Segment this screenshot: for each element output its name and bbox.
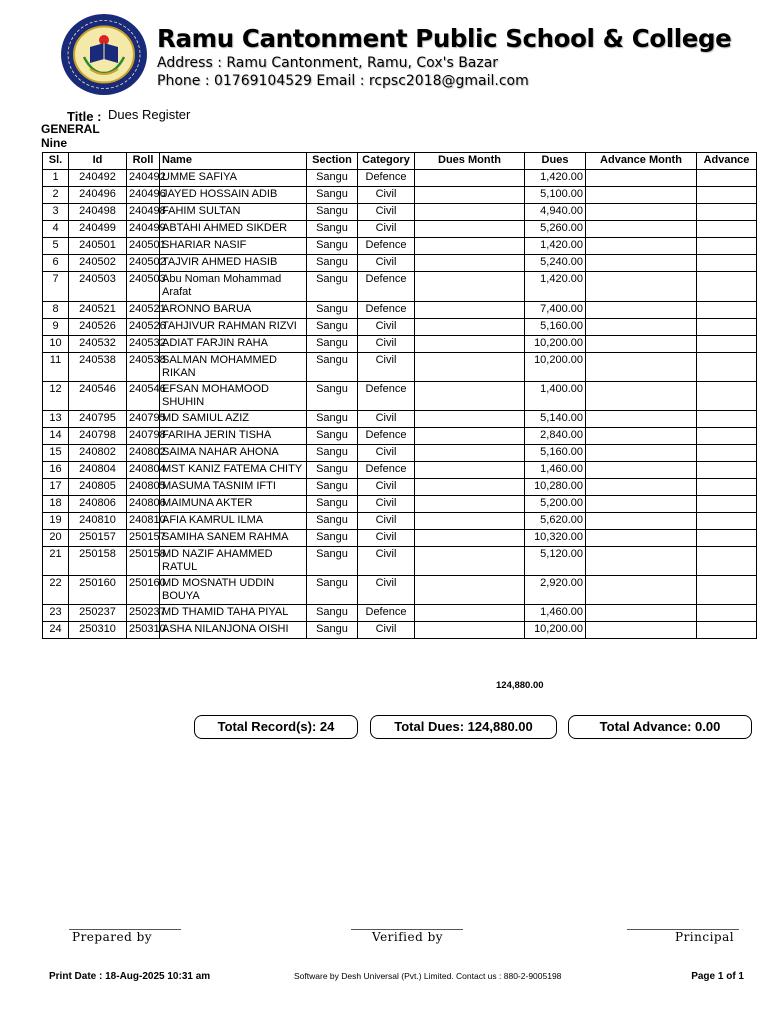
title-label: Title :: [67, 109, 102, 124]
row-id: 240806: [69, 496, 127, 513]
row-category: Civil: [358, 411, 415, 428]
row-section: Sangu: [307, 353, 358, 382]
row-advance: [697, 622, 757, 639]
row-dues: 5,160.00: [525, 445, 586, 462]
row-advance: [697, 411, 757, 428]
row-advance-month: [586, 255, 697, 272]
row-name: FARIHA JERIN TISHA: [160, 428, 307, 445]
table-row: [43, 411, 757, 428]
row-dues: 10,200.00: [525, 353, 586, 382]
row-category: Defence: [358, 302, 415, 319]
row-sl: 24: [43, 622, 69, 639]
row-roll: 250158: [127, 547, 160, 576]
row-name: MAIMUNA AKTER: [160, 496, 307, 513]
row-name: SAMIHA SANEM RAHMA: [160, 530, 307, 547]
table-row: [43, 530, 757, 547]
row-section: Sangu: [307, 204, 358, 221]
school-name: Ramu Cantonment Public School & College: [157, 24, 732, 53]
row-id: 240503: [69, 272, 127, 302]
row-dues-month: [415, 605, 525, 622]
row-dues: 2,920.00: [525, 576, 586, 605]
row-id: 240501: [69, 238, 127, 255]
row-dues-month: [415, 187, 525, 204]
row-category: Civil: [358, 353, 415, 382]
row-sl: 18: [43, 496, 69, 513]
row-roll: 250157: [127, 530, 160, 547]
row-id: 240496: [69, 187, 127, 204]
row-dues-month: [415, 622, 525, 639]
dues-register-table: [42, 152, 757, 639]
row-roll: 240502: [127, 255, 160, 272]
row-sl: 10: [43, 336, 69, 353]
col-section: Section: [307, 153, 358, 170]
row-advance: [697, 530, 757, 547]
row-id: 240532: [69, 336, 127, 353]
row-advance: [697, 170, 757, 187]
software-credit: Software by Desh Universal (Pvt.) Limited. Contact us : 880-2-9005198: [294, 971, 562, 981]
row-section: Sangu: [307, 513, 358, 530]
row-roll: 240521: [127, 302, 160, 319]
row-section: Sangu: [307, 221, 358, 238]
row-sl: 4: [43, 221, 69, 238]
row-category: Civil: [358, 530, 415, 547]
table-row: [43, 547, 757, 576]
row-section: Sangu: [307, 411, 358, 428]
report-title: Dues Register: [108, 107, 191, 122]
row-dues: 5,160.00: [525, 319, 586, 336]
row-section: Sangu: [307, 576, 358, 605]
table-row: [43, 255, 757, 272]
col-dues: Dues: [525, 153, 586, 170]
row-roll: 240804: [127, 462, 160, 479]
row-section: Sangu: [307, 462, 358, 479]
row-advance-month: [586, 382, 697, 411]
col-id: Id: [69, 153, 127, 170]
total-dues-box: Total Dues: 124,880.00: [370, 715, 557, 739]
row-advance: [697, 187, 757, 204]
row-dues: 2,840.00: [525, 428, 586, 445]
row-roll: 240501: [127, 238, 160, 255]
table-row: [43, 462, 757, 479]
row-dues-month: [415, 272, 525, 302]
row-advance-month: [586, 496, 697, 513]
row-section: Sangu: [307, 605, 358, 622]
row-section: Sangu: [307, 255, 358, 272]
row-id: 240499: [69, 221, 127, 238]
row-advance: [697, 479, 757, 496]
table-row: [43, 622, 757, 639]
row-id: 250158: [69, 547, 127, 576]
row-dues-month: [415, 411, 525, 428]
row-advance: [697, 204, 757, 221]
row-dues-month: [415, 382, 525, 411]
row-dues-month: [415, 479, 525, 496]
row-id: 240805: [69, 479, 127, 496]
row-advance: [697, 547, 757, 576]
row-name: UMME SAFIYA: [160, 170, 307, 187]
row-dues-month: [415, 530, 525, 547]
table-row: [43, 353, 757, 382]
dues-column-total: 124,880.00: [496, 680, 544, 691]
row-name: JAYED HOSSAIN ADIB: [160, 187, 307, 204]
row-roll: 240795: [127, 411, 160, 428]
row-advance-month: [586, 272, 697, 302]
row-dues: 10,200.00: [525, 622, 586, 639]
row-dues: 10,200.00: [525, 336, 586, 353]
row-advance: [697, 238, 757, 255]
row-dues-month: [415, 336, 525, 353]
row-section: Sangu: [307, 272, 358, 302]
table-row: [43, 187, 757, 204]
row-name: SALMAN MOHAMMED RIKAN: [160, 353, 307, 382]
row-category: Civil: [358, 479, 415, 496]
row-id: 240802: [69, 445, 127, 462]
row-section: Sangu: [307, 428, 358, 445]
row-id: 240502: [69, 255, 127, 272]
row-section: Sangu: [307, 479, 358, 496]
row-roll: 240538: [127, 353, 160, 382]
row-roll: 240546: [127, 382, 160, 411]
table-row: [43, 319, 757, 336]
row-sl: 11: [43, 353, 69, 382]
row-dues-month: [415, 221, 525, 238]
table-row: [43, 605, 757, 622]
row-category: Civil: [358, 513, 415, 530]
row-advance: [697, 353, 757, 382]
col-advance-month: Advance Month: [586, 153, 697, 170]
row-dues-month: [415, 170, 525, 187]
row-advance-month: [586, 462, 697, 479]
table-row: [43, 576, 757, 605]
row-category: Defence: [358, 382, 415, 411]
row-name: TAHJIVUR RAHMAN RIZVI: [160, 319, 307, 336]
row-advance-month: [586, 576, 697, 605]
col-advance: Advance: [697, 153, 757, 170]
total-records-box: Total Record(s): 24: [194, 715, 358, 739]
school-address: Address : Ramu Cantonment, Ramu, Cox's Bazar: [157, 55, 499, 71]
row-roll: 240526: [127, 319, 160, 336]
row-advance: [697, 302, 757, 319]
row-roll: 240532: [127, 336, 160, 353]
row-category: Civil: [358, 319, 415, 336]
row-name: SHARIAR NASIF: [160, 238, 307, 255]
table-row: [43, 428, 757, 445]
row-dues-month: [415, 353, 525, 382]
group-label: GENERAL: [41, 122, 100, 136]
row-advance-month: [586, 221, 697, 238]
row-category: Defence: [358, 170, 415, 187]
class-label: Nine: [41, 136, 68, 150]
row-dues-month: [415, 576, 525, 605]
row-advance: [697, 336, 757, 353]
row-roll: 240798: [127, 428, 160, 445]
row-dues: 4,940.00: [525, 204, 586, 221]
row-dues: 5,140.00: [525, 411, 586, 428]
row-section: Sangu: [307, 302, 358, 319]
table-row: [43, 302, 757, 319]
row-sl: 20: [43, 530, 69, 547]
row-roll: 240503: [127, 272, 160, 302]
row-advance: [697, 445, 757, 462]
row-category: Defence: [358, 605, 415, 622]
table-row: [43, 513, 757, 530]
table-row: [43, 445, 757, 462]
row-id: 250157: [69, 530, 127, 547]
row-advance-month: [586, 428, 697, 445]
row-sl: 21: [43, 547, 69, 576]
row-sl: 12: [43, 382, 69, 411]
row-dues: 1,420.00: [525, 272, 586, 302]
row-id: 240546: [69, 382, 127, 411]
row-advance-month: [586, 187, 697, 204]
row-name: MD MOSNATH UDDIN BOUYA: [160, 576, 307, 605]
row-sl: 15: [43, 445, 69, 462]
row-id: 250160: [69, 576, 127, 605]
row-category: Civil: [358, 204, 415, 221]
row-sl: 17: [43, 479, 69, 496]
row-advance-month: [586, 238, 697, 255]
row-section: Sangu: [307, 187, 358, 204]
table-row: [43, 204, 757, 221]
row-category: Civil: [358, 221, 415, 238]
row-dues: 10,280.00: [525, 479, 586, 496]
row-category: Civil: [358, 496, 415, 513]
row-category: Civil: [358, 255, 415, 272]
row-name: TAJVIR AHMED HASIB: [160, 255, 307, 272]
row-dues: 7,400.00: [525, 302, 586, 319]
row-roll: 240802: [127, 445, 160, 462]
row-sl: 19: [43, 513, 69, 530]
row-section: Sangu: [307, 530, 358, 547]
table-row: [43, 336, 757, 353]
row-name: Abu Noman Mohammad Arafat: [160, 272, 307, 302]
row-section: Sangu: [307, 547, 358, 576]
row-dues: 1,400.00: [525, 382, 586, 411]
row-roll: 240499: [127, 221, 160, 238]
school-logo: [60, 13, 148, 96]
row-advance-month: [586, 353, 697, 382]
row-sl: 7: [43, 272, 69, 302]
row-sl: 8: [43, 302, 69, 319]
col-dues-month: Dues Month: [415, 153, 525, 170]
row-roll: 240492: [127, 170, 160, 187]
table-row: [43, 272, 757, 302]
row-advance: [697, 319, 757, 336]
row-name: EFSAN MOHAMOOD SHUHIN: [160, 382, 307, 411]
row-advance: [697, 605, 757, 622]
row-id: 240526: [69, 319, 127, 336]
row-advance: [697, 428, 757, 445]
row-advance: [697, 496, 757, 513]
row-id: 250237: [69, 605, 127, 622]
table-row: [43, 496, 757, 513]
row-category: Civil: [358, 336, 415, 353]
row-section: Sangu: [307, 238, 358, 255]
row-advance: [697, 513, 757, 530]
principal-label: Principal: [675, 930, 735, 944]
row-id: 240804: [69, 462, 127, 479]
row-sl: 9: [43, 319, 69, 336]
row-advance: [697, 576, 757, 605]
row-category: Civil: [358, 576, 415, 605]
row-advance: [697, 255, 757, 272]
row-dues-month: [415, 428, 525, 445]
row-roll: 250237: [127, 605, 160, 622]
row-roll: 250310: [127, 622, 160, 639]
row-id: 240498: [69, 204, 127, 221]
row-dues: 5,620.00: [525, 513, 586, 530]
row-advance-month: [586, 204, 697, 221]
row-sl: 5: [43, 238, 69, 255]
row-roll: 240810: [127, 513, 160, 530]
row-name: MST KANIZ FATEMA CHITY: [160, 462, 307, 479]
row-name: SAIMA NAHAR AHONA: [160, 445, 307, 462]
row-dues: 1,460.00: [525, 605, 586, 622]
row-dues: 5,200.00: [525, 496, 586, 513]
row-dues: 10,320.00: [525, 530, 586, 547]
row-category: Civil: [358, 547, 415, 576]
row-section: Sangu: [307, 445, 358, 462]
row-dues-month: [415, 319, 525, 336]
row-advance-month: [586, 319, 697, 336]
prepared-by-label: Prepared by: [72, 930, 153, 944]
row-sl: 2: [43, 187, 69, 204]
row-advance-month: [586, 530, 697, 547]
row-advance-month: [586, 445, 697, 462]
row-dues: 1,420.00: [525, 238, 586, 255]
row-sl: 13: [43, 411, 69, 428]
row-sl: 23: [43, 605, 69, 622]
row-dues-month: [415, 547, 525, 576]
row-name: MD NAZIF AHAMMED RATUL: [160, 547, 307, 576]
row-dues: 1,420.00: [525, 170, 586, 187]
row-name: ABTAHI AHMED SIKDER: [160, 221, 307, 238]
row-section: Sangu: [307, 622, 358, 639]
row-roll: 240498: [127, 204, 160, 221]
row-category: Defence: [358, 428, 415, 445]
row-category: Civil: [358, 445, 415, 462]
row-roll: 240496: [127, 187, 160, 204]
row-dues-month: [415, 445, 525, 462]
row-dues: 5,100.00: [525, 187, 586, 204]
row-name: MASUMA TASNIM IFTI: [160, 479, 307, 496]
col-sl: Sl.: [43, 153, 69, 170]
row-dues: 1,460.00: [525, 462, 586, 479]
row-dues-month: [415, 255, 525, 272]
row-advance-month: [586, 411, 697, 428]
print-date: Print Date : 18-Aug-2025 10:31 am: [49, 971, 211, 982]
col-name: Name: [160, 153, 307, 170]
row-category: Defence: [358, 238, 415, 255]
row-sl: 22: [43, 576, 69, 605]
row-roll: 240805: [127, 479, 160, 496]
row-name: AFIA KAMRUL ILMA: [160, 513, 307, 530]
row-id: 240798: [69, 428, 127, 445]
row-name: ADIAT FARJIN RAHA: [160, 336, 307, 353]
table-row: [43, 170, 757, 187]
row-advance-month: [586, 302, 697, 319]
row-advance: [697, 462, 757, 479]
total-advance-box: Total Advance: 0.00: [568, 715, 752, 739]
row-id: 240810: [69, 513, 127, 530]
row-advance: [697, 221, 757, 238]
row-dues: 5,120.00: [525, 547, 586, 576]
row-sl: 6: [43, 255, 69, 272]
row-section: Sangu: [307, 336, 358, 353]
row-id: 240492: [69, 170, 127, 187]
table-header-row: [43, 153, 757, 170]
row-dues: 5,240.00: [525, 255, 586, 272]
row-sl: 14: [43, 428, 69, 445]
row-id: 240538: [69, 353, 127, 382]
row-id: 240521: [69, 302, 127, 319]
school-contact: Phone : 01769104529 Email : rcpsc2018@gmail.com: [157, 73, 529, 89]
row-name: ARONNO BARUA: [160, 302, 307, 319]
row-dues-month: [415, 302, 525, 319]
row-name: FAHIM SULTAN: [160, 204, 307, 221]
row-sl: 1: [43, 170, 69, 187]
row-dues-month: [415, 462, 525, 479]
row-dues-month: [415, 238, 525, 255]
row-name: ASHA NILANJONA OISHI: [160, 622, 307, 639]
row-dues-month: [415, 496, 525, 513]
row-dues-month: [415, 204, 525, 221]
row-advance-month: [586, 513, 697, 530]
row-dues-month: [415, 513, 525, 530]
table-row: [43, 479, 757, 496]
col-roll: Roll: [127, 153, 160, 170]
page-number: Page 1 of 1: [691, 971, 744, 982]
row-section: Sangu: [307, 496, 358, 513]
row-id: 240795: [69, 411, 127, 428]
row-id: 250310: [69, 622, 127, 639]
row-advance: [697, 382, 757, 411]
row-sl: 3: [43, 204, 69, 221]
row-advance-month: [586, 336, 697, 353]
row-section: Sangu: [307, 170, 358, 187]
row-advance-month: [586, 622, 697, 639]
row-category: Defence: [358, 462, 415, 479]
row-advance-month: [586, 547, 697, 576]
row-advance-month: [586, 605, 697, 622]
row-advance-month: [586, 170, 697, 187]
row-roll: 250160: [127, 576, 160, 605]
row-category: Defence: [358, 272, 415, 302]
row-section: Sangu: [307, 319, 358, 336]
row-category: Civil: [358, 187, 415, 204]
table-row: [43, 382, 757, 411]
row-advance: [697, 272, 757, 302]
row-roll: 240806: [127, 496, 160, 513]
row-name: MD SAMIUL AZIZ: [160, 411, 307, 428]
table-row: [43, 221, 757, 238]
row-advance-month: [586, 479, 697, 496]
verified-by-label: Verified by: [372, 930, 444, 944]
table-row: [43, 238, 757, 255]
row-section: Sangu: [307, 382, 358, 411]
row-name: MD THAMID TAHA PIYAL: [160, 605, 307, 622]
row-dues: 5,260.00: [525, 221, 586, 238]
col-category: Category: [358, 153, 415, 170]
row-sl: 16: [43, 462, 69, 479]
row-category: Civil: [358, 622, 415, 639]
